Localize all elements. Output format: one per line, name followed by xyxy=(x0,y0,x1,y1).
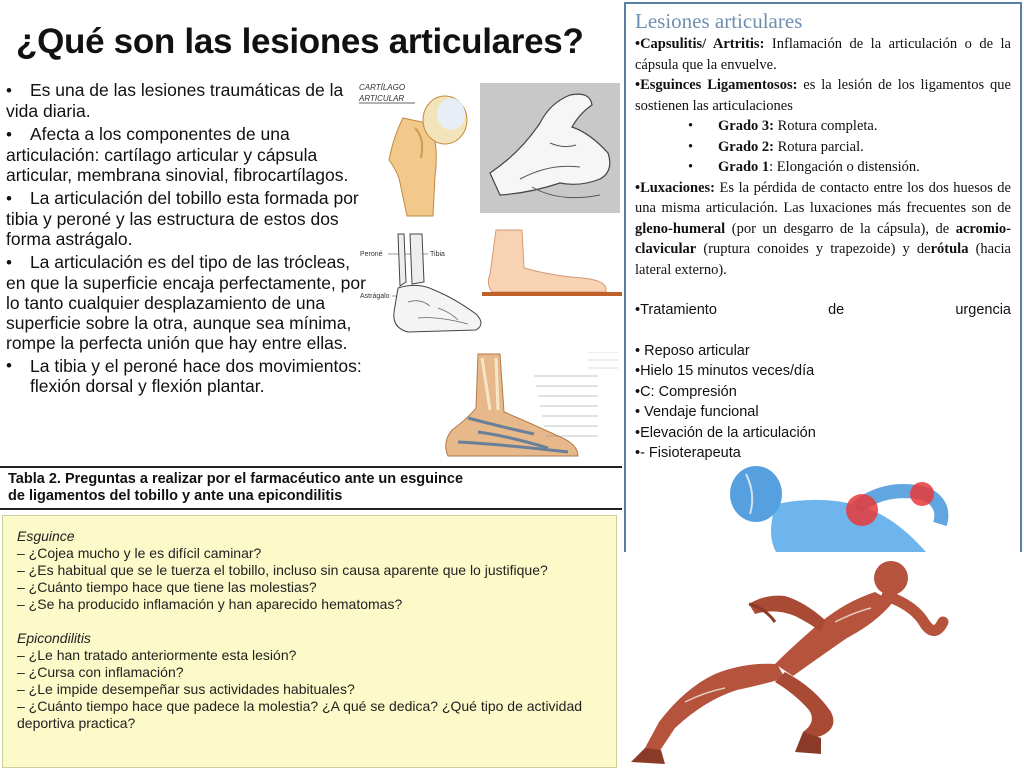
bullet-item xyxy=(6,80,366,121)
grade-1-item xyxy=(635,157,1011,178)
esguinces-term: •Esguinces Ligamentosos: xyxy=(635,77,798,93)
question-item: – ¿Cursa con inflamación? xyxy=(17,664,184,680)
question-item: – ¿Es habitual que se le tuerza el tobillo, incluso sin causa aparente que lo justifique? xyxy=(17,562,548,578)
shoulder-xray-illustration xyxy=(626,464,1020,552)
luxaciones-text: (hacia lateral externo). xyxy=(635,241,1011,278)
bullet-item xyxy=(6,124,366,185)
question-item: – ¿Le han tratado anteriormente esta lesión? xyxy=(17,647,297,663)
label-astragalo: Astrágalo xyxy=(360,293,390,300)
capsulitis-paragraph xyxy=(635,34,1011,75)
gleno-humeral-term: gleno-humeral xyxy=(635,220,726,237)
joint-sketch-illustration xyxy=(480,83,620,213)
treatment-heading xyxy=(635,300,1011,321)
slide-title: ¿Qué son las lesiones articulares? xyxy=(16,22,584,61)
capsulitis-term: •Capsulitis/ Artritis: xyxy=(635,36,765,52)
grade-2-term: Grado 2: xyxy=(718,138,774,155)
question-item: – ¿Cojea mucho y le es difícil caminar? xyxy=(17,545,262,561)
treatment-word: de xyxy=(828,302,845,318)
table-caption-line2: de ligamentos del tobillo y ante una epicondilitis xyxy=(8,488,343,504)
bullet-text: Es una de las lesiones traumáticas de la vida diaria. xyxy=(6,80,344,121)
grade-2-text: Rotura parcial. xyxy=(773,138,864,155)
bullet-text: La articulación es del tipo de las trócleas, en que la superficie encaja perfectamente, por lo tanto cualquier desplazamiento de una superficie sobre la otra, aunque sea mínima, rompe la perfecta unión que hay entre ellas. xyxy=(6,252,366,353)
luxaciones-paragraph xyxy=(635,178,1011,281)
luxaciones-text: (ruptura conoides y trapezoide) y de xyxy=(696,241,931,257)
bullet-text: La tibia y el peroné hace dos movimientos: flexión dorsal y flexión plantar. xyxy=(30,356,362,396)
capsulitis-text: Inflamación de la articulación o de la cápsula que la envuelve. xyxy=(635,36,1011,73)
foot-illustration xyxy=(482,228,622,300)
grade-bullet-icon: • xyxy=(688,118,694,134)
intro-bullet-list xyxy=(6,80,366,399)
table-caption-line1: Tabla 2. Preguntas a realizar por el farmacéutico ante un esguince xyxy=(8,471,464,487)
treatment-item: •C: Compresión xyxy=(635,383,737,400)
grade-3-term: Grado 3: xyxy=(718,118,774,134)
femur-cartilage-illustration xyxy=(355,78,475,218)
label-tibia: Tibia xyxy=(430,251,445,258)
bullet-item xyxy=(6,188,366,249)
grade-1-text: : Elongación o distensión. xyxy=(769,159,920,175)
bullet-dot-icon: • xyxy=(6,356,12,375)
bullet-dot-icon: • xyxy=(6,81,12,100)
treatment-word: urgencia xyxy=(955,302,1011,318)
sidebar-title: Lesiones articulares xyxy=(635,9,803,33)
esguinces-text: es la lesión de los ligamentos que sostienen las articulaciones xyxy=(635,77,1011,114)
grade-1-term: Grado 1 xyxy=(718,159,770,175)
bullet-dot-icon: • xyxy=(6,253,12,272)
bullet-item xyxy=(6,252,366,353)
question-item: – ¿Se ha producido inflamación y han aparecido hematomas? xyxy=(17,596,403,612)
luxaciones-text: (por un desgarro de la cápsula), de xyxy=(725,220,956,237)
label-perone: Peroné xyxy=(360,251,383,258)
bullet-dot-icon: • xyxy=(6,189,12,208)
esguince-title: Esguince xyxy=(17,528,75,544)
luxaciones-text: Es la pérdida de contacto entre los dos huesos de una misma articulación. Las luxaciones más frecuentes son de xyxy=(635,179,1011,216)
table-caption xyxy=(0,466,622,510)
luxaciones-term: •Luxaciones: xyxy=(635,179,715,196)
treatment-item: •Hielo 15 minutos veces/día xyxy=(635,363,815,379)
treatment-list xyxy=(635,341,1011,464)
treatment-item: • Reposo articular xyxy=(635,342,750,359)
acromio-clavicular-term: acromio-clavicular xyxy=(635,220,1011,257)
question-item: – ¿Le impide desempeñar sus actividades habituales? xyxy=(17,681,355,697)
grade-2-item xyxy=(635,137,1011,158)
treatment-item: •Elevación de la articulación xyxy=(635,424,816,441)
epicondilitis-title: Epicondilitis xyxy=(17,630,91,646)
rotula-term: rótula xyxy=(930,241,969,257)
treatment-item: •- Fisioterapeuta xyxy=(635,445,741,461)
esguinces-paragraph xyxy=(635,75,1011,116)
bullet-item xyxy=(6,356,366,396)
treatment-item: • Vendaje funcional xyxy=(635,404,759,420)
grade-bullet-icon: • xyxy=(688,138,694,155)
femur-label-line2: ARTICULAR xyxy=(359,94,405,103)
ankle-ligaments-illustration xyxy=(438,352,618,464)
bullet-text: La articulación del tobillo esta formada por tibia y peroné y las estructura de estos dos forma astrágalo. xyxy=(6,188,359,249)
pharmacist-questions-box xyxy=(2,515,617,768)
lesiones-articulares-panel xyxy=(624,2,1022,462)
grade-3-item xyxy=(635,116,1011,137)
question-item: – ¿Cuánto tiempo hace que padece la molestia? ¿A qué se dedica? ¿Qué tipo de actividad deportiva practica? xyxy=(17,698,583,731)
grade-bullet-icon: • xyxy=(688,159,694,175)
bullet-text: Afecta a los componentes de una articulación: cartílago articular y cápsula articular, membrana sinovial, fibrocartílagos. xyxy=(6,124,349,185)
running-muscle-figure xyxy=(625,552,1021,766)
femur-label-line1: CARTÍLAGO xyxy=(359,83,406,92)
ankle-bones-diagram xyxy=(358,232,488,342)
treatment-word: •Tratamiento xyxy=(635,302,717,318)
bullet-dot-icon: • xyxy=(6,125,12,144)
grade-3-text: Rotura completa. xyxy=(773,118,878,134)
question-item: – ¿Cuánto tiempo hace que tiene las molestias? xyxy=(17,579,317,595)
